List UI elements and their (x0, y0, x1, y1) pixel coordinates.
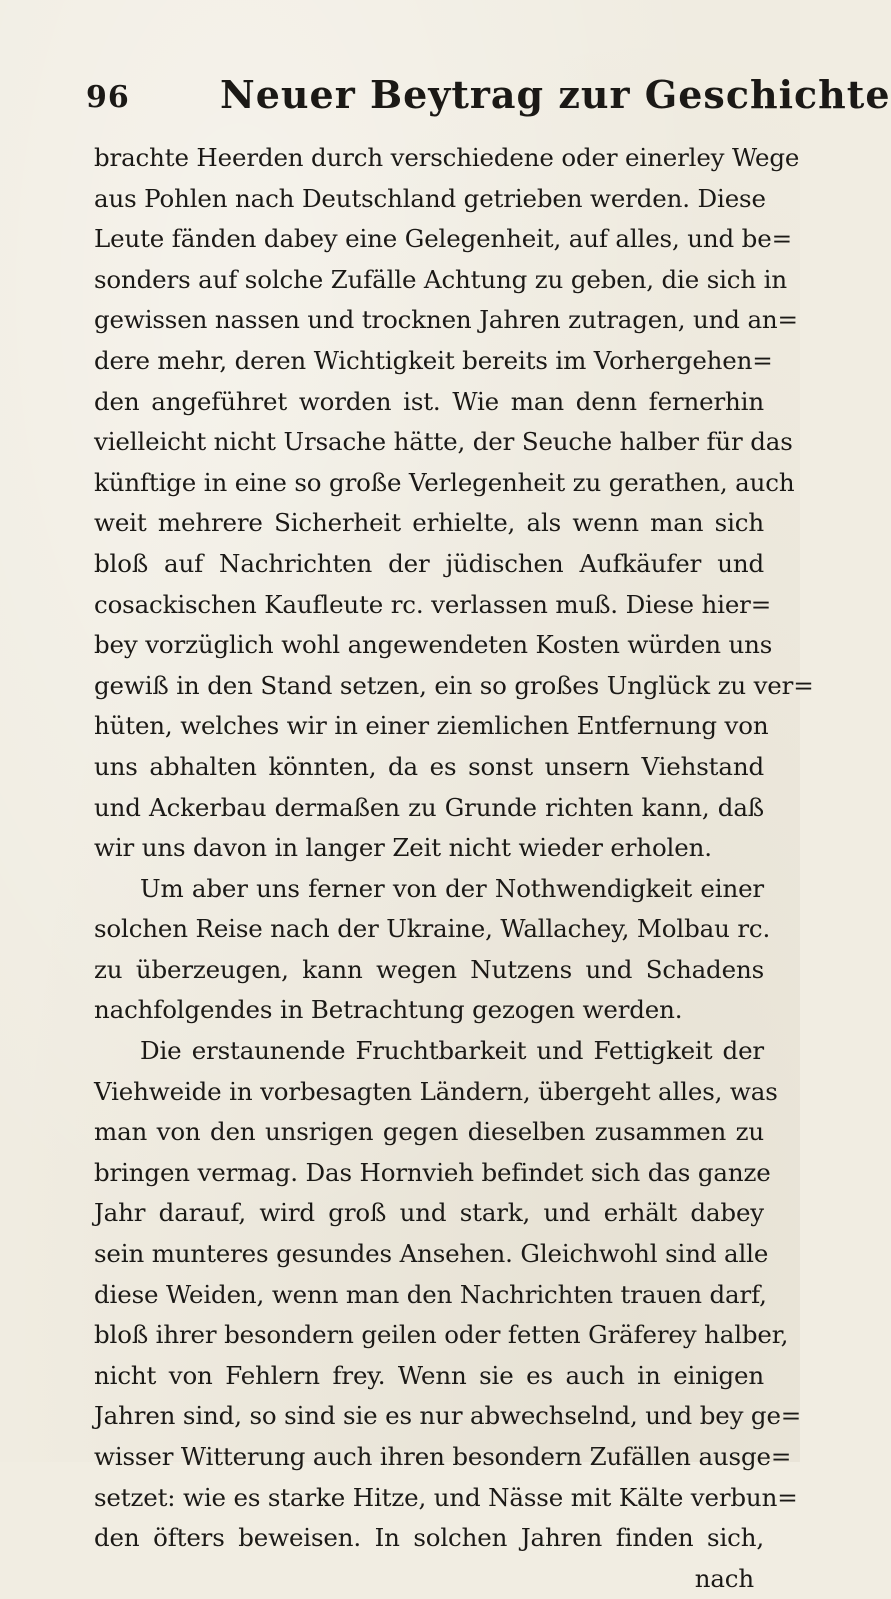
text-line: vielleicht nicht Ursache hätte, der Seuche halber für das (94, 427, 793, 457)
text-line: Leute fänden dabey eine Gelegenheit, auf alles, und be= (94, 224, 792, 254)
text-line: solchen Reise nach der Ukraine, Wallachey, Molbau rc. (94, 914, 771, 944)
text-line: Die erstaunende Fruchtbarkeit und Fettigkeit der (140, 1036, 764, 1066)
running-title: Neuer Beytrag zur Geschichte (220, 72, 891, 117)
text-line: setzet: wie es starke Hitze, und Nässe mit Kälte verbun= (94, 1482, 798, 1512)
text-line: nachfolgendes in Betrachtung gezogen werden. (94, 995, 683, 1025)
text-line: weit mehrere Sicherheit erhielte, als wenn man sich (94, 508, 764, 538)
text-line: hüten, welches wir in einer ziemlichen Entfernung von (94, 711, 769, 741)
text-line: zu überzeugen, kann wegen Nutzens und Schadens (94, 954, 764, 984)
text-line: bloß auf Nachrichten der jüdischen Aufkäufer und (94, 548, 764, 578)
text-line: cosackischen Kaufleute rc. verlassen muß. Diese hier= (94, 589, 772, 619)
text-line: uns abhalten könnten, da es sonst unsern Viehstand (94, 751, 764, 781)
text-line: brachte Heerden durch verschiedene oder einerley Wege (94, 143, 800, 172)
text-line: gewissen nassen und trocknen Jahren zutragen, und an= (94, 305, 798, 335)
text-line: Jahren sind, so sind sie es nur abwechselnd, und bey ge= (94, 1401, 802, 1431)
text-line: bringen vermag. Das Hornvieh befindet sich das ganze (94, 1157, 771, 1187)
text-line: diese Weiden, wenn man den Nachrichten trauen darf, (94, 1279, 767, 1309)
text-line: den angeführet worden ist. Wie man denn fernerhin (94, 386, 764, 416)
page-number: 96 (86, 80, 130, 115)
text-line: den öfters beweisen. In solchen Jahren finden sich, (94, 1523, 764, 1553)
text-line: man von den unsrigen gegen dieselben zusammen zu (94, 1117, 764, 1147)
text-line: bloß ihrer besondern geilen oder fetten Gräferey halber, (94, 1320, 789, 1350)
text-line: sein munteres gesundes Ansehen. Gleichwohl sind alle (94, 1239, 769, 1269)
text-line: wisser Witterung auch ihren besondern Zufällen ausge= (94, 1442, 792, 1471)
text-line: künftige in eine so große Verlegenheit zu gerathen, auch (94, 467, 795, 497)
text-line: bey vorzüglich wohl angewendeten Kosten würden uns (94, 630, 773, 660)
page-header (86, 72, 891, 122)
text-line: und Ackerbau dermaßen zu Grunde richten kann, daß (94, 792, 764, 822)
text-line: Viehweide in vorbesagten Ländern, übergeht alles, was (94, 1076, 778, 1106)
text-line: Jahr darauf, wird groß und stark, und erhält dabey (94, 1198, 764, 1228)
text-line: dere mehr, deren Wichtigkeit bereits im Vorhergehen= (94, 345, 773, 375)
text-line: aus Pohlen nach Deutschland getrieben werden. Diese (94, 183, 766, 213)
text-line: sonders auf solche Zufälle Achtung zu geben, die sich in (94, 264, 787, 294)
text-line: gewiß in den Stand setzen, ein so großes Unglück zu ver= (94, 670, 814, 700)
catchword: nach (694, 1563, 754, 1593)
text-line: nicht von Fehlern frey. Wenn sie es auch in einigen (94, 1360, 764, 1390)
text-line: wir uns davon in langer Zeit nicht wieder erholen. (94, 833, 712, 863)
text-line: Um aber uns ferner von der Nothwendigkeit einer (140, 873, 764, 903)
body-text (94, 138, 814, 1599)
